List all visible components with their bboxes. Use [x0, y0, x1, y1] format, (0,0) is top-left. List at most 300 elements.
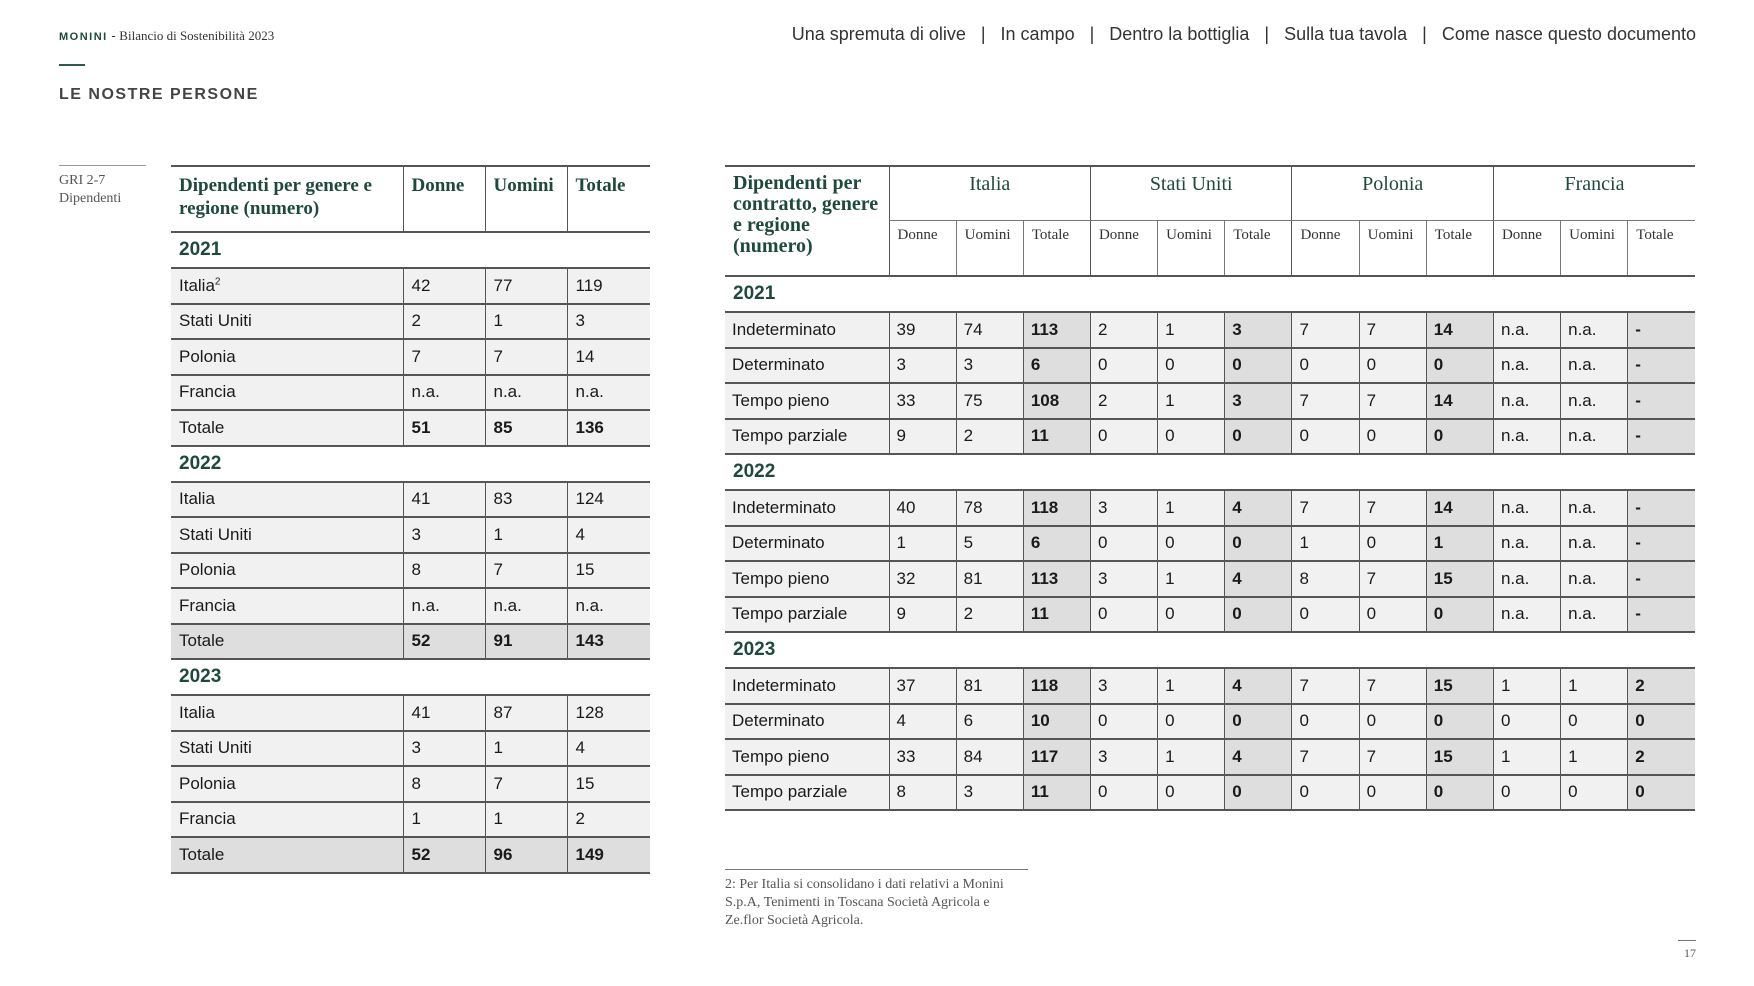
- table-cell: 8: [403, 553, 485, 589]
- table-cell: 32: [889, 561, 956, 597]
- row-label: Indeterminato: [725, 312, 889, 348]
- column-subheader: Totale: [1225, 220, 1292, 276]
- table-cell: 0: [1090, 419, 1157, 455]
- column-subheader: Uomini: [1158, 220, 1225, 276]
- total-cell: 0: [1225, 419, 1292, 455]
- table-row: [725, 597, 1695, 633]
- table-cell: 136: [567, 410, 650, 446]
- table-cell: n.a.: [1561, 561, 1628, 597]
- year-row: [725, 632, 1695, 668]
- total-cell: 0: [1426, 597, 1493, 633]
- section-title: LE NOSTRE PERSONE: [59, 86, 259, 103]
- table-cell: 0: [1561, 775, 1628, 811]
- total-cell: 3: [1225, 383, 1292, 419]
- row-label: [171, 588, 403, 624]
- table-row: [725, 383, 1695, 419]
- total-cell: 4: [1225, 490, 1292, 526]
- table-cell: 7: [1359, 383, 1426, 419]
- total-cell: 0: [1225, 348, 1292, 384]
- table-cell: 1: [403, 802, 485, 838]
- table-cell: 3: [889, 348, 956, 384]
- row-label: [171, 695, 403, 731]
- row-label: [171, 624, 403, 660]
- gri-reference: [59, 165, 146, 208]
- row-label-text: Francia: [179, 595, 236, 615]
- row-label: Determinato: [725, 526, 889, 562]
- table-cell: 124: [567, 482, 650, 518]
- table-cell: 42: [403, 268, 485, 304]
- nav-link-2[interactable]: In campo: [1000, 24, 1075, 44]
- nav-link-4[interactable]: Sulla tua tavola: [1284, 24, 1408, 44]
- table-cell: 2: [1090, 312, 1157, 348]
- total-cell: -: [1628, 526, 1695, 562]
- column-subheader: Uomini: [956, 220, 1023, 276]
- table-cell: 3: [1090, 668, 1157, 704]
- table-cell: 5: [956, 526, 1023, 562]
- footnote-ref: 2: [214, 276, 221, 288]
- table-row: [725, 419, 1695, 455]
- employees-by-contract-table: [725, 165, 1695, 811]
- table-cell: 81: [956, 561, 1023, 597]
- row-label: Tempo pieno: [725, 739, 889, 775]
- table-cell: 0: [1090, 348, 1157, 384]
- table-cell: n.a.: [1493, 348, 1560, 384]
- table-cell: 7: [1359, 312, 1426, 348]
- year-label: 2023: [179, 666, 222, 687]
- table-row: [725, 490, 1695, 526]
- row-label: Determinato: [725, 704, 889, 740]
- row-label: Indeterminato: [725, 668, 889, 704]
- row-label-text: Totale: [179, 631, 225, 651]
- table-row: [725, 704, 1695, 740]
- table-cell: 3: [1090, 561, 1157, 597]
- table-cell: n.a.: [567, 588, 650, 624]
- table-cell: 33: [889, 739, 956, 775]
- table-cell: n.a.: [1493, 312, 1560, 348]
- table-cell: 0: [1359, 348, 1426, 384]
- year-label: 2021: [733, 283, 776, 304]
- table-cell: 52: [403, 837, 485, 873]
- table-cell: 39: [889, 312, 956, 348]
- table-cell: 85: [485, 410, 567, 446]
- column-header-men: Uomini: [485, 166, 567, 232]
- footnote: 2: Per Italia si consolidano i dati relativi a Monini S.p.A, Tenimenti in Toscana Società Agricola e Ze.flor Società Agricola.: [725, 869, 1028, 930]
- gri-code: GRI 2-7: [59, 173, 106, 188]
- row-label: Determinato: [725, 348, 889, 384]
- column-subheader: Uomini: [1561, 220, 1628, 276]
- table-cell: 6: [956, 704, 1023, 740]
- row-label-text: Francia: [179, 382, 236, 402]
- table-cell: 3: [956, 348, 1023, 384]
- total-cell: 0: [1628, 775, 1695, 811]
- total-cell: 14: [1426, 383, 1493, 419]
- table-cell: 0: [1561, 704, 1628, 740]
- row-label: [171, 375, 403, 411]
- table-cell: 0: [1090, 597, 1157, 633]
- row-label: [171, 517, 403, 553]
- year-row: [171, 659, 650, 695]
- total-cell: -: [1628, 561, 1695, 597]
- table-cell: 0: [1090, 526, 1157, 562]
- table-cell: n.a.: [485, 375, 567, 411]
- total-cell: -: [1628, 419, 1695, 455]
- table-cell: n.a.: [1561, 526, 1628, 562]
- brand-logo: MONINI: [59, 31, 108, 43]
- table-cell: 3: [567, 304, 650, 340]
- table-cell: 7: [1292, 490, 1359, 526]
- table-row: [725, 739, 1695, 775]
- table-cell: n.a.: [1561, 348, 1628, 384]
- column-subheader: Uomini: [1359, 220, 1426, 276]
- table-cell: 41: [403, 695, 485, 731]
- table-cell: 0: [1292, 419, 1359, 455]
- table-row: [171, 553, 650, 589]
- row-label: [171, 766, 403, 802]
- table-title-cell: Dipendenti per contratto, genere e regione (numero): [725, 166, 889, 276]
- table-cell: n.a.: [1493, 419, 1560, 455]
- total-cell: 11: [1023, 775, 1090, 811]
- table-cell: n.a.: [1561, 419, 1628, 455]
- year-label: 2022: [179, 452, 222, 474]
- total-cell: 0: [1426, 348, 1493, 384]
- year-row: [725, 454, 1695, 490]
- row-label-text: Stati Uniti: [179, 738, 252, 758]
- table-cell: 8: [889, 775, 956, 811]
- table-cell: 0: [1158, 348, 1225, 384]
- row-label: [171, 802, 403, 838]
- column-subheader: Totale: [1023, 220, 1090, 276]
- total-cell: 108: [1023, 383, 1090, 419]
- row-label: Tempo parziale: [725, 775, 889, 811]
- table-cell: 0: [1090, 775, 1157, 811]
- nav-link-1[interactable]: Una spremuta di olive: [791, 24, 966, 44]
- table-cell: 83: [485, 482, 567, 518]
- table-cell: 2: [956, 419, 1023, 455]
- table-cell: n.a.: [1493, 526, 1560, 562]
- table-cell: 1: [1561, 668, 1628, 704]
- table-cell: 7: [1359, 739, 1426, 775]
- report-subtitle: Bilancio di Sostenibilità 2023: [119, 28, 275, 43]
- row-label-text: Totale: [179, 844, 225, 864]
- table-cell: 2: [567, 802, 650, 838]
- table-cell: 7: [485, 766, 567, 802]
- column-group-header: Italia: [889, 166, 1090, 220]
- table-cell: 1: [889, 526, 956, 562]
- table-cell: 77: [485, 268, 567, 304]
- table-cell: 1: [1158, 490, 1225, 526]
- year-label: 2021: [179, 239, 222, 260]
- column-subheader: Totale: [1426, 220, 1493, 276]
- table-cell: 81: [956, 668, 1023, 704]
- table-cell: 9: [889, 597, 956, 633]
- table-cell: 0: [1292, 775, 1359, 811]
- table-cell: 1: [1158, 561, 1225, 597]
- table-cell: 0: [1493, 775, 1560, 811]
- nav-separator: |: [980, 24, 986, 44]
- total-cell: 3: [1225, 312, 1292, 348]
- table-cell: 143: [567, 624, 650, 660]
- table-cell: 3: [956, 775, 1023, 811]
- page-number-rule: [1678, 940, 1696, 941]
- total-cell: 0: [1225, 775, 1292, 811]
- total-cell: 15: [1426, 561, 1493, 597]
- table-cell: 0: [1493, 704, 1560, 740]
- table-cell: 7: [485, 553, 567, 589]
- table-cell: 0: [1158, 704, 1225, 740]
- total-row: [171, 837, 650, 873]
- table-cell: 0: [1090, 704, 1157, 740]
- total-cell: 1: [1426, 526, 1493, 562]
- year-label: 2022: [733, 461, 776, 482]
- table-cell: 7: [403, 339, 485, 375]
- total-cell: 10: [1023, 704, 1090, 740]
- nav-link-5[interactable]: Come nasce questo documento: [1441, 24, 1696, 44]
- table-cell: 3: [403, 731, 485, 767]
- brand-line: [59, 28, 274, 44]
- year-row: [725, 276, 1695, 312]
- total-cell: 0: [1225, 704, 1292, 740]
- table-cell: 7: [1292, 739, 1359, 775]
- total-cell: 2: [1628, 668, 1695, 704]
- table-cell: 3: [1090, 490, 1157, 526]
- table-cell: 1: [1158, 383, 1225, 419]
- table-cell: 9: [889, 419, 956, 455]
- row-label-text: Italia: [179, 275, 215, 295]
- table-cell: 4: [567, 731, 650, 767]
- table-header-row: [725, 166, 1695, 220]
- table-row: [725, 775, 1695, 811]
- table-cell: 1: [485, 802, 567, 838]
- table-cell: 1: [485, 304, 567, 340]
- total-cell: 4: [1225, 739, 1292, 775]
- table-cell: 7: [1292, 668, 1359, 704]
- year-label: 2023: [733, 639, 776, 660]
- total-cell: 14: [1426, 312, 1493, 348]
- table-cell: 74: [956, 312, 1023, 348]
- column-group-header: Francia: [1493, 166, 1695, 220]
- table-row: [171, 802, 650, 838]
- table-row: [171, 482, 650, 518]
- total-cell: 15: [1426, 668, 1493, 704]
- table-cell: 1: [1561, 739, 1628, 775]
- year-row: [171, 232, 650, 268]
- total-cell: 118: [1023, 668, 1090, 704]
- row-label-text: Stati Uniti: [179, 311, 252, 331]
- table-cell: 119: [567, 268, 650, 304]
- table-cell: 0: [1292, 704, 1359, 740]
- table-cell: 1: [1493, 668, 1560, 704]
- nav-separator: |: [1089, 24, 1095, 44]
- row-label: [171, 410, 403, 446]
- total-cell: 0: [1426, 419, 1493, 455]
- table-cell: 0: [1359, 597, 1426, 633]
- total-cell: 118: [1023, 490, 1090, 526]
- table-cell: 149: [567, 837, 650, 873]
- table-cell: 1: [485, 731, 567, 767]
- total-cell: 2: [1628, 739, 1695, 775]
- gri-label: Dipendenti: [59, 191, 122, 206]
- column-group-header: Polonia: [1292, 166, 1493, 220]
- table-cell: 0: [1158, 526, 1225, 562]
- table-cell: 4: [889, 704, 956, 740]
- table-cell: 78: [956, 490, 1023, 526]
- table-cell: n.a.: [1561, 312, 1628, 348]
- table-row: [725, 526, 1695, 562]
- table-cell: 0: [1359, 704, 1426, 740]
- table-row: [171, 268, 650, 304]
- nav-separator: |: [1264, 24, 1270, 44]
- table-row: [725, 668, 1695, 704]
- total-cell: -: [1628, 312, 1695, 348]
- row-label-text: Polonia: [179, 560, 236, 580]
- row-label-text: Polonia: [179, 773, 236, 793]
- page-number: 17: [1684, 946, 1696, 960]
- total-cell: 11: [1023, 419, 1090, 455]
- table-cell: 41: [403, 482, 485, 518]
- table-row: [171, 588, 650, 624]
- table-cell: 1: [485, 517, 567, 553]
- table-cell: 87: [485, 695, 567, 731]
- table-cell: 33: [889, 383, 956, 419]
- table-cell: 7: [1359, 490, 1426, 526]
- total-row: [171, 410, 650, 446]
- table-cell: 7: [1292, 312, 1359, 348]
- table-cell: 4: [567, 517, 650, 553]
- total-cell: -: [1628, 348, 1695, 384]
- row-label-text: Polonia: [179, 346, 236, 366]
- table-row: [725, 312, 1695, 348]
- column-subheader: Totale: [1628, 220, 1695, 276]
- table-row: [171, 339, 650, 375]
- table-cell: 1: [1158, 668, 1225, 704]
- table-cell: 52: [403, 624, 485, 660]
- table-cell: 1: [1292, 526, 1359, 562]
- row-label: Tempo pieno: [725, 383, 889, 419]
- row-label: [171, 731, 403, 767]
- total-cell: 113: [1023, 312, 1090, 348]
- table-cell: n.a.: [1561, 490, 1628, 526]
- table-cell: 51: [403, 410, 485, 446]
- table-cell: 1: [1493, 739, 1560, 775]
- row-label-text: Stati Uniti: [179, 524, 252, 544]
- year-row: [171, 446, 650, 482]
- table-cell: 128: [567, 695, 650, 731]
- table-cell: 0: [1359, 526, 1426, 562]
- table-cell: 0: [1292, 348, 1359, 384]
- total-cell: -: [1628, 597, 1695, 633]
- table-cell: 75: [956, 383, 1023, 419]
- table-cell: n.a.: [567, 375, 650, 411]
- table-cell: n.a.: [485, 588, 567, 624]
- total-cell: -: [1628, 490, 1695, 526]
- table-cell: 7: [1292, 383, 1359, 419]
- brand-rule: [59, 64, 85, 66]
- table-cell: 14: [567, 339, 650, 375]
- table-cell: 96: [485, 837, 567, 873]
- table-cell: n.a.: [1561, 383, 1628, 419]
- total-cell: 0: [1628, 704, 1695, 740]
- table-cell: 1: [1158, 739, 1225, 775]
- table-cell: n.a.: [1493, 490, 1560, 526]
- row-label: Tempo pieno: [725, 561, 889, 597]
- top-navigation: [792, 24, 1696, 45]
- column-header-total: Totale: [567, 166, 650, 232]
- table-cell: n.a.: [1493, 561, 1560, 597]
- total-cell: 0: [1426, 775, 1493, 811]
- table-cell: 0: [1359, 419, 1426, 455]
- table-cell: 2: [956, 597, 1023, 633]
- total-cell: 4: [1225, 668, 1292, 704]
- table-cell: 2: [403, 304, 485, 340]
- column-subheader: Donne: [889, 220, 956, 276]
- nav-link-3[interactable]: Dentro la bottiglia: [1109, 24, 1250, 44]
- table-cell: n.a.: [403, 588, 485, 624]
- employees-by-gender-table: [171, 165, 650, 874]
- table-cell: 3: [1090, 739, 1157, 775]
- table-row: [171, 304, 650, 340]
- table-cell: 15: [567, 766, 650, 802]
- total-cell: 117: [1023, 739, 1090, 775]
- table-cell: n.a.: [403, 375, 485, 411]
- table-cell: 15: [567, 553, 650, 589]
- column-subheader: Donne: [1493, 220, 1560, 276]
- total-cell: 0: [1225, 597, 1292, 633]
- table-cell: 0: [1292, 597, 1359, 633]
- row-label-text: Italia: [179, 702, 215, 722]
- table-cell: n.a.: [1493, 383, 1560, 419]
- total-cell: 4: [1225, 561, 1292, 597]
- row-label-text: Italia: [179, 489, 215, 509]
- table-cell: 37: [889, 668, 956, 704]
- table-cell: 7: [1359, 668, 1426, 704]
- column-subheader: Donne: [1090, 220, 1157, 276]
- row-label: [171, 304, 403, 340]
- table-cell: 8: [1292, 561, 1359, 597]
- table-row: [171, 731, 650, 767]
- brand-separator: -: [107, 28, 120, 43]
- total-cell: 6: [1023, 526, 1090, 562]
- row-label: [171, 837, 403, 873]
- table-cell: 7: [485, 339, 567, 375]
- total-cell: 14: [1426, 490, 1493, 526]
- total-cell: 15: [1426, 739, 1493, 775]
- table-cell: 1: [1158, 312, 1225, 348]
- table-row: [725, 561, 1695, 597]
- table-cell: n.a.: [1561, 597, 1628, 633]
- table-cell: 84: [956, 739, 1023, 775]
- row-label: Indeterminato: [725, 490, 889, 526]
- table-row: [171, 695, 650, 731]
- total-cell: -: [1628, 383, 1695, 419]
- table-row: [171, 517, 650, 553]
- row-label: Tempo parziale: [725, 419, 889, 455]
- row-label: [171, 482, 403, 518]
- column-group-header: Stati Uniti: [1090, 166, 1292, 220]
- table-cell: 8: [403, 766, 485, 802]
- row-label: Tempo parziale: [725, 597, 889, 633]
- table-header-row: [171, 166, 650, 232]
- table-cell: 3: [403, 517, 485, 553]
- column-header-women: Donne: [403, 166, 485, 232]
- row-label: [171, 339, 403, 375]
- table-row: [171, 766, 650, 802]
- total-cell: 0: [1426, 704, 1493, 740]
- row-label: [171, 268, 403, 304]
- total-cell: 113: [1023, 561, 1090, 597]
- table-row: [725, 348, 1695, 384]
- row-label-text: Totale: [179, 417, 225, 437]
- table-cell: n.a.: [1493, 597, 1560, 633]
